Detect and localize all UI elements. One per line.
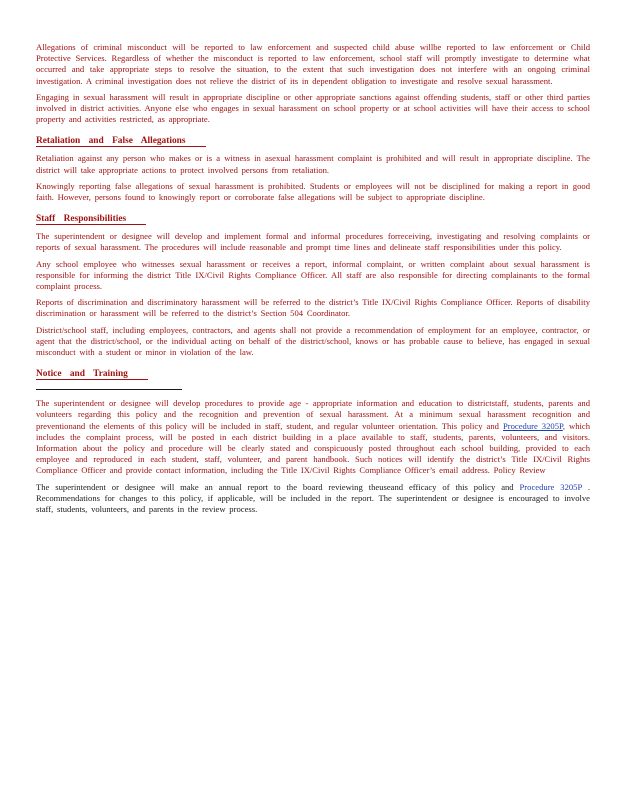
heading-notice-training: Notice and Training xyxy=(36,369,148,380)
paragraph-policy-review xyxy=(36,482,590,516)
section-divider xyxy=(36,389,182,390)
notice-text-end: , which includes the complaint process, will be posted in each district building in a place available to staff, students, parents, volunteers, and visitors. Information about the policy and procedure will be clearly stated and conspicuously posted throughout each school building, provided to each employee and reproduced in each student, staff, volunteer, and parent handbook. Such notices will identify the district’s Title IX/Civil Rights Compliance Officer and provide contact information, including the Title IX/Civil Rights Compliance Officer’s email address. Policy Review xyxy=(36,420,590,476)
heading-retaliation: Retaliation and False Allegations xyxy=(36,136,206,147)
procedure-3205p-reference: Procedure 3205P xyxy=(519,481,582,492)
review-text-start: The superintendent or designee will make an annual report to the board reviewing theuseand efficacy of this policy and xyxy=(36,481,514,492)
paragraph-false-allegations: Knowingly reporting false allegations of sexual harassment is prohibited. Students or employees will not be disciplined for making a report in good faith. However, persons found to knowingly report or corroborate false allegations will be subject to appropriate discipline. xyxy=(36,180,590,203)
review-text-end: . Recommendations for changes to this policy, if applicable, will be included in the report. The superintendent or designee is encouraged to involve staff, students, volunteers, and parents in the review process. xyxy=(36,481,591,515)
paragraph-engaging-harassment: Engaging in sexual harassment will result in appropriate discipline or other appropriate sanctions against offending students, staff or other third parties involved in district activities. Anyone else who engages in sexual harassment on school property or at school activities will have their access to school property and activities restricted, as appropriate. xyxy=(36,91,590,125)
paragraph-recommendation: District/school staff, including employees, contractors, and agents shall not provide a recommendation of employment for an employee, contractor, or agent that the district/school, or the individual acting on behalf of the district/school, knows or has probable cause to believe, has engaged in sexual misconduct with a student or minor in violation of the law. xyxy=(36,324,590,358)
procedure-3205p-link[interactable]: Procedure 3205P xyxy=(502,420,563,431)
paragraph-retaliation: Retaliation against any person who makes or is a witness in asexual harassment complaint is prohibited and will result in appropriate discipline. The district will take appropriate actions to protect involved persons from retaliation. xyxy=(36,153,590,175)
paragraph-procedures: The superintendent or designee will develop and implement formal and informal procedures forreceiving, investigating and resolving complaints or reports of sexual harassment. The procedures will include reasonable and prompt time lines and delineate staff responsibilities under this policy. xyxy=(36,231,590,253)
heading-staff-responsibilities: Staff Responsibilities xyxy=(36,214,146,225)
paragraph-discrimination-reports: Reports of discrimination and discriminatory harassment will be referred to the district’s Title IX/Civil Rights Compliance Officer. Reports of disability discrimination or harassment will be referred to the district’s Section 504 Coordinator. xyxy=(36,297,590,319)
paragraph-notice xyxy=(36,398,590,476)
paragraph-employee-reporting: Any school employee who witnesses sexual harassment or receives a report, informal complaint, or written complaint about sexual harassment is responsible for informing the district Title IX/Civil Rights Compliance Officer. All staff are also responsible for directing complainants to the formal complaint process. xyxy=(36,258,590,292)
notice-text-start: The superintendent or designee will develop procedures to provide age - appropriate information and education to districtstaff, students, parents and volunteers regarding this policy and the recognition and prevention of sexual harassment. At a minimum sexual harassment recognition and preventionand the elements of this policy will be included in staff, student, and regular volunteer orientation. This policy and xyxy=(36,398,590,431)
paragraph-criminal-misconduct: Allegations of criminal misconduct will be reported to law enforcement and suspected child abuse willbe reported to law enforcement or Child Protective Services. Regardless of whether the misconduct is reported to law enforcement, school staff will promptly investigate to determine what occurred and take appropriate steps to resolve the situation, to the extent that such investigation does not interfere with an ongoing criminal investigation. A criminal investigation does not relieve the district of its in dependent obligation to investigate and resolve sexual harassment. xyxy=(36,42,590,86)
